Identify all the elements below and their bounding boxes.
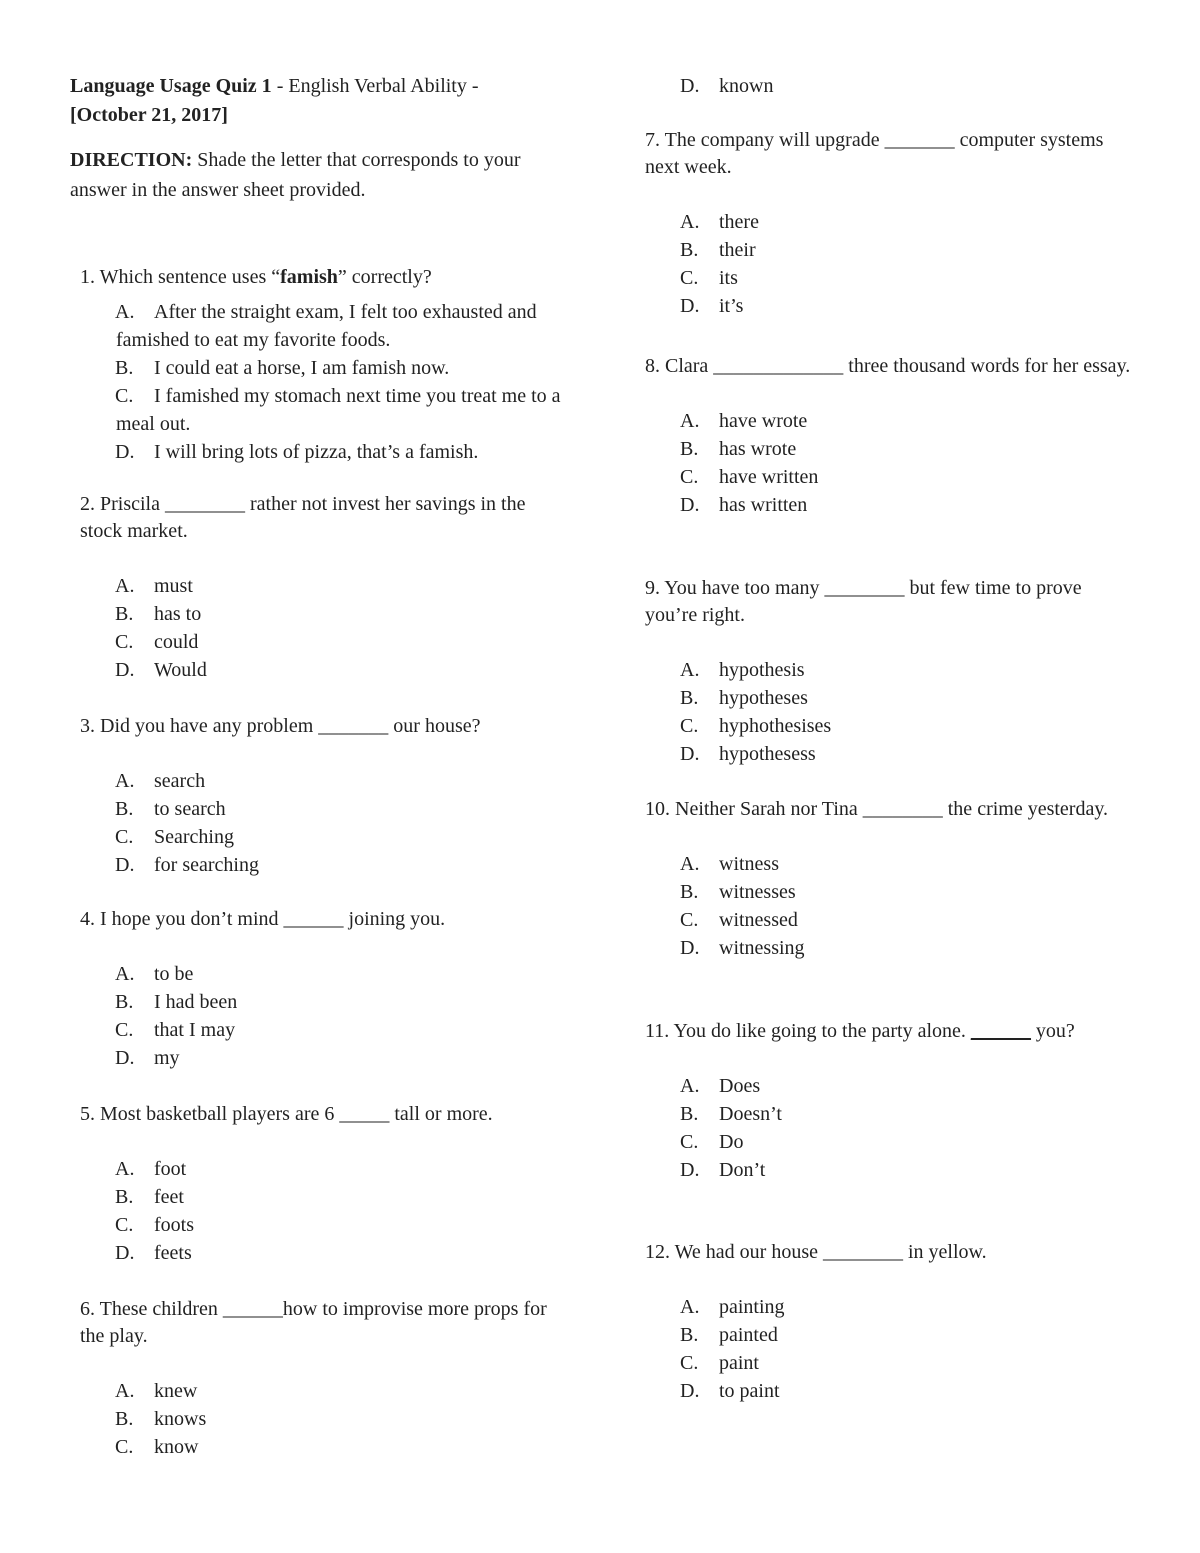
- options-list: [645, 1072, 1135, 1184]
- question-7: [645, 127, 1135, 320]
- question-9: [645, 575, 1135, 768]
- option-b: B. hypotheses: [680, 687, 808, 709]
- option-b: B. witnesses: [680, 881, 796, 903]
- option-c: C. paint: [680, 1352, 759, 1374]
- option-a: A. have wrote: [680, 410, 808, 432]
- option-d: D. Don’t: [680, 1159, 766, 1181]
- question-stem: 11. You do like going to the party alone. ______ you?: [645, 1020, 1075, 1042]
- question-stem: 2. Priscila ________ rather not invest her savings in the stock market.: [80, 493, 526, 542]
- option-d: D. for searching: [115, 854, 259, 876]
- question-stem: 6. These children ______how to improvise more props for the play.: [80, 1298, 547, 1347]
- option-c: C. know: [115, 1436, 199, 1458]
- title-subject: - English Verbal Ability -: [271, 75, 479, 97]
- option-a: A. witness: [680, 853, 779, 875]
- option-c: C. its: [680, 267, 738, 289]
- question-stem: 9. You have too many ________ but few time to prove you’re right.: [645, 577, 1082, 626]
- option-a: A. Does: [680, 1075, 761, 1097]
- option-d: D. witnessing: [680, 937, 805, 959]
- option-c: C. could: [115, 631, 199, 653]
- option-c: C. Searching: [115, 826, 234, 848]
- question-5: [80, 1101, 570, 1267]
- option-d: D. I will bring lots of pizza, that’s a famish.: [115, 441, 479, 463]
- option-a: A. to be: [115, 963, 194, 985]
- option-c: C. witnessed: [680, 909, 798, 931]
- question-stem: 10. Neither Sarah nor Tina ________ the crime yesterday.: [645, 798, 1109, 820]
- question-stem: 5. Most basketball players are 6 _____ tall or more.: [80, 1103, 493, 1125]
- option-c: C. hyphothesises: [680, 715, 832, 737]
- option-d: D. known: [680, 75, 774, 97]
- option-d: D. hypothesess: [680, 743, 816, 765]
- option-a: A. must: [115, 575, 193, 597]
- option-a: A. painting: [680, 1296, 785, 1318]
- options-list: [645, 208, 1135, 320]
- question-4: [80, 906, 570, 1072]
- option-d: D. to paint: [680, 1380, 780, 1402]
- option-b: B. to search: [115, 798, 226, 820]
- question-stem: 3. Did you have any problem _______ our house?: [80, 715, 481, 737]
- options-list: [80, 767, 570, 879]
- question-stem: 1. Which sentence uses “famish” correctly?: [80, 266, 432, 288]
- option-d: D. has written: [680, 494, 808, 516]
- question-12: [645, 1239, 1135, 1405]
- option-a: A. hypothesis: [680, 659, 805, 681]
- option-b: B. feet: [115, 1186, 184, 1208]
- options-list: [80, 298, 570, 466]
- options-list: [645, 850, 1135, 962]
- option-b: B. Doesn’t: [680, 1103, 782, 1125]
- question-11: [645, 1018, 1135, 1184]
- question-2: [80, 491, 570, 684]
- option-a: A. there: [680, 211, 759, 233]
- option-b: B. their: [680, 239, 756, 261]
- question-10: [645, 796, 1135, 962]
- question-6: [80, 1296, 570, 1461]
- question-stem: 8. Clara _____________ three thousand words for her essay.: [645, 355, 1131, 377]
- option-b: B. painted: [680, 1324, 778, 1346]
- options-list: [645, 407, 1135, 519]
- direction-label: DIRECTION:: [70, 149, 193, 171]
- option-d: D. my: [115, 1047, 180, 1069]
- option-b: B. has wrote: [680, 438, 797, 460]
- question-stem: 12. We had our house ________ in yellow.: [645, 1241, 987, 1263]
- title-date: [October 21, 2017]: [70, 104, 228, 126]
- question-6-continued: [645, 72, 1135, 100]
- option-c: C. have written: [680, 466, 819, 488]
- answer-blank: ______: [970, 1020, 1031, 1042]
- direction-text: [70, 145, 570, 205]
- option-d: D. feets: [115, 1242, 192, 1264]
- page-title: [70, 72, 570, 130]
- option-c: C. Do: [680, 1131, 744, 1153]
- question-3: [80, 713, 570, 879]
- options-list: [645, 656, 1135, 768]
- option-a: A. search: [115, 770, 206, 792]
- question-8: [645, 353, 1135, 519]
- options-list: [645, 1293, 1135, 1405]
- option-b: B. I could eat a horse, I am famish now.: [115, 357, 450, 379]
- options-list: [80, 1377, 570, 1461]
- option-b: B. I had been: [115, 991, 238, 1013]
- option-a: A. foot: [115, 1158, 187, 1180]
- question-stem: 7. The company will upgrade _______ computer systems next week.: [645, 129, 1104, 178]
- options-list: [80, 572, 570, 684]
- option-b: B. has to: [115, 603, 202, 625]
- option-a: A. After the straight exam, I felt too exhausted and famished to eat my favorite foods.: [115, 301, 537, 351]
- options-list: [80, 1155, 570, 1267]
- question-stem: 4. I hope you don’t mind ______ joining you.: [80, 908, 446, 930]
- option-c: C. foots: [115, 1214, 194, 1236]
- option-c: C. I famished my stomach next time you treat me to a meal out.: [115, 385, 561, 435]
- option-c: C. that I may: [115, 1019, 236, 1041]
- question-1: [80, 264, 570, 466]
- option-d: D. it’s: [680, 295, 744, 317]
- direction-body: Shade the letter that corresponds to your answer in the answer sheet provided.: [70, 149, 521, 201]
- options-list: [645, 72, 1135, 100]
- option-d: D. Would: [115, 659, 207, 681]
- title-bold: Language Usage Quiz 1: [70, 75, 272, 97]
- option-b: B. knows: [115, 1408, 207, 1430]
- option-a: A. knew: [115, 1380, 198, 1402]
- options-list: [80, 960, 570, 1072]
